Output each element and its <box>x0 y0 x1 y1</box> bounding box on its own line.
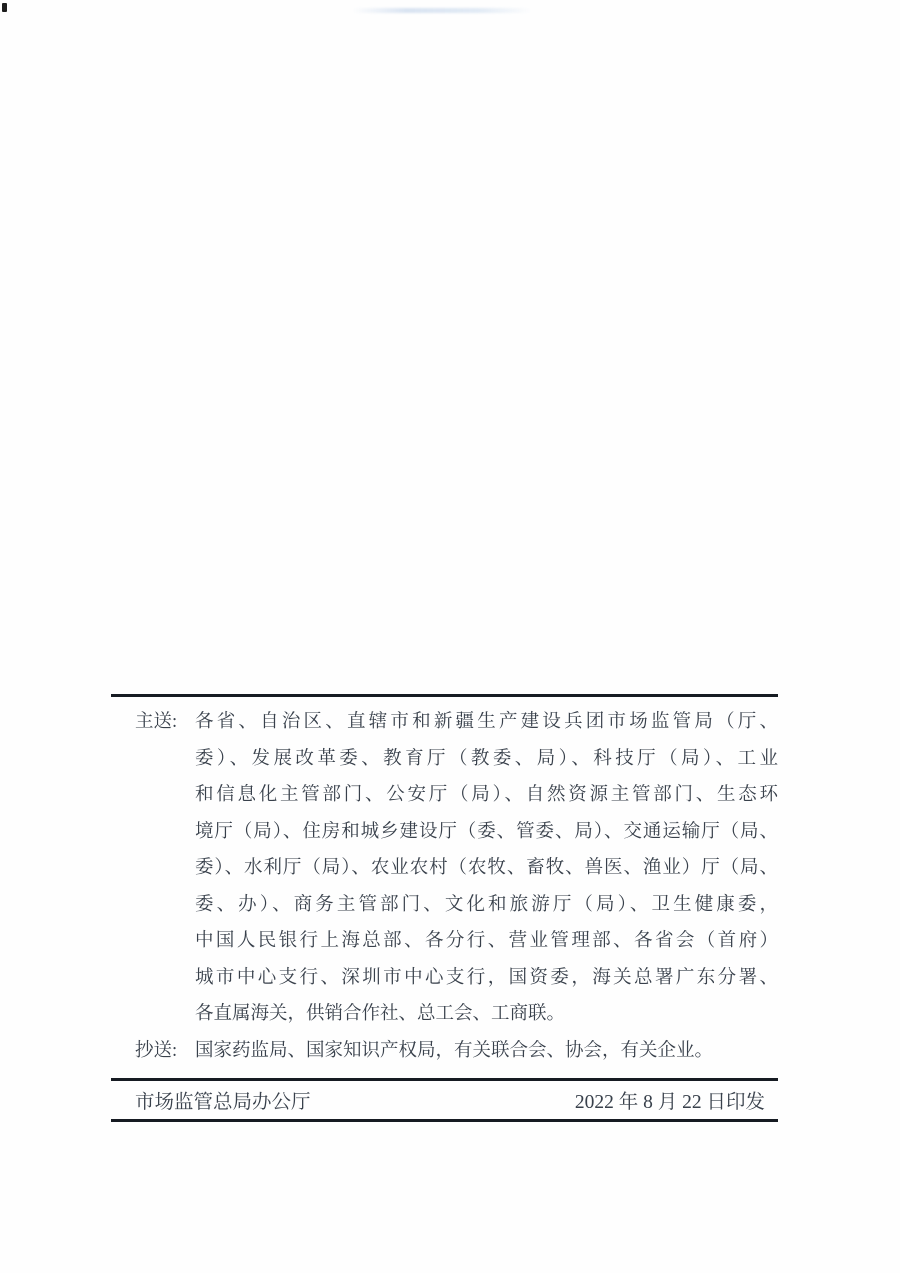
copy-recipients-row <box>111 1033 778 1070</box>
divider-bottom <box>111 1119 778 1122</box>
copy-recipients-label: 抄送: <box>135 1040 178 1061</box>
copy-recipients-line: 国家药监局、国家知识产权局，有关联合会、协会，有关企业。 <box>195 1040 714 1061</box>
scan-artifact-smear <box>352 8 532 13</box>
copy-recipients-lines <box>195 1033 778 1070</box>
main-recipients-line: 和信息化主管部门、公安厅（局）、自然资源主管部门、生态环 <box>195 785 778 805</box>
main-recipients-line: 城市中心支行、深圳市中心支行，国资委，海关总署广东分署、 <box>195 967 778 988</box>
main-recipients-line: 各省、自治区、直辖市和新疆生产建设兵团市场监管局（厅、 <box>195 712 778 732</box>
main-recipients-line: 委）、发展改革委、教育厅（教委、局）、科技厅（局）、工业 <box>195 748 778 769</box>
main-recipients-line: 各直属海关，供销合作社、总工会、工商联。 <box>195 1004 566 1024</box>
main-recipients-lines <box>195 704 778 1033</box>
document-distribution-block <box>111 694 778 1122</box>
main-recipients-line: 境厅（局）、住房和城乡建设厅（委、管委、局）、交通运输厅（局、 <box>195 821 778 842</box>
print-date: 2022 年 8 月 22 日印发 <box>574 1092 765 1113</box>
main-recipients-line: 委、办）、商务主管部门、文化和旅游厅（局）、卫生健康委， <box>195 894 778 915</box>
colophon-row <box>111 1081 778 1119</box>
main-recipients-line: 委）、水利厅（局）、农业农村（农牧、畜牧、兽医、渔业）厅（局、 <box>195 858 778 878</box>
main-recipients-row <box>111 704 778 1033</box>
recipients-section <box>111 697 778 1069</box>
issuing-office: 市场监管总局办公厅 <box>135 1092 311 1113</box>
main-recipients-line: 中国人民银行上海总部、各分行、营业管理部、各省会（首府） <box>195 931 778 951</box>
scan-artifact-corner-mark <box>2 3 7 12</box>
main-recipients-label: 主送: <box>135 712 178 732</box>
